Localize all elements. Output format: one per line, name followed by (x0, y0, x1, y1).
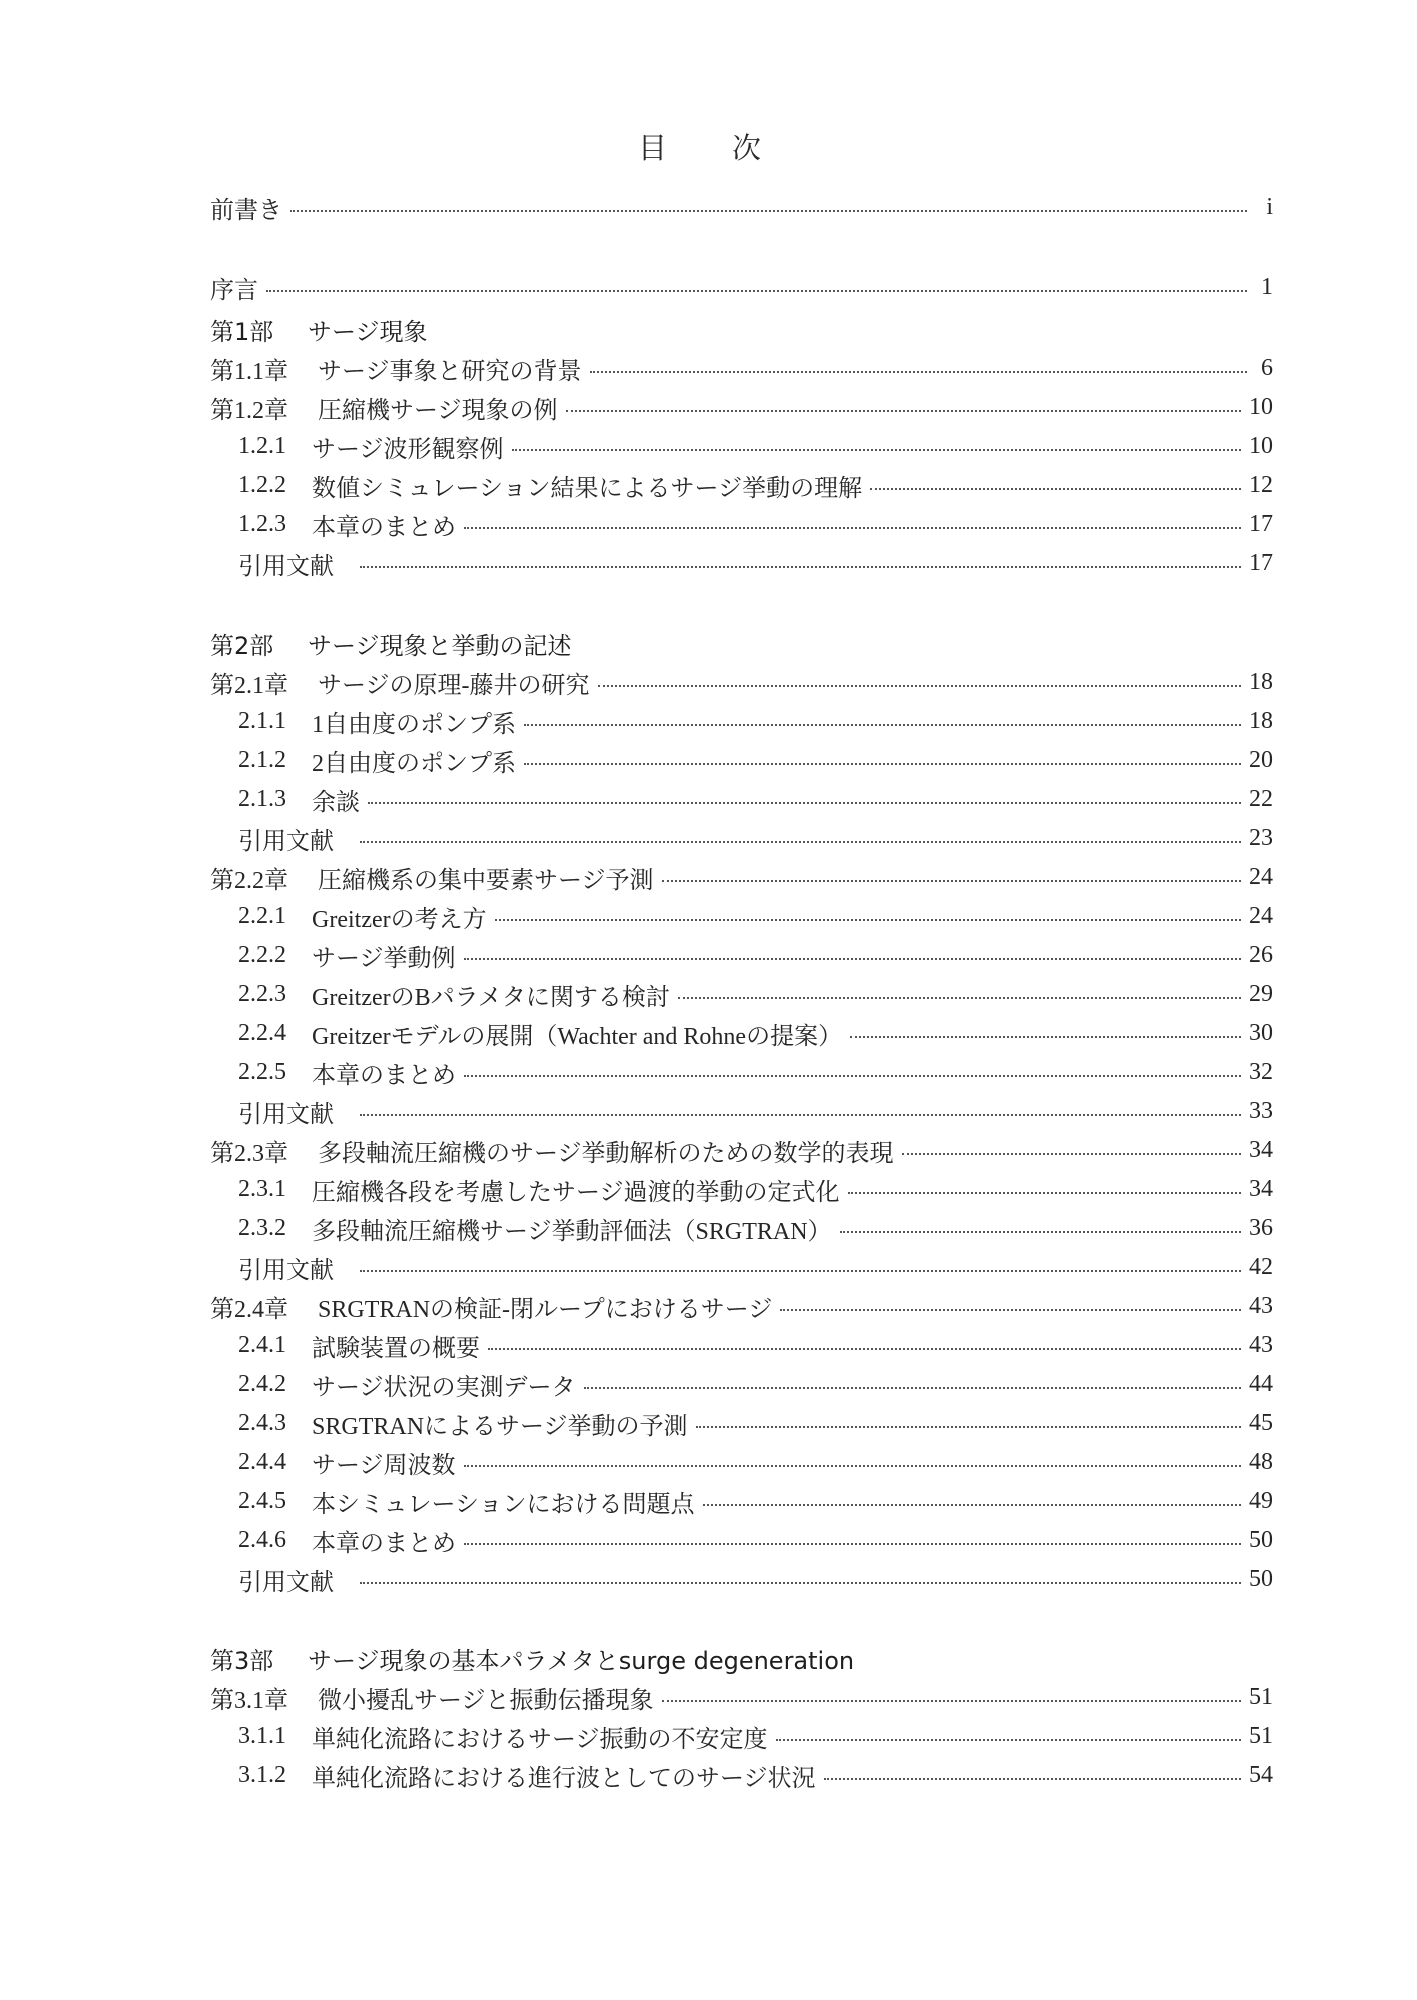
toc-page-number: 43 (1249, 1293, 1273, 1319)
toc-section-entry (210, 1443, 1273, 1482)
toc-page-number: 12 (1249, 472, 1273, 498)
toc-entry-number: 第3部 (210, 1647, 274, 1675)
toc-entry-number: 2.3.1 (238, 1176, 286, 1202)
toc-entry-title: 圧縮機系の集中要素サージ予測 (318, 868, 654, 894)
toc-page-number: 30 (1249, 1020, 1273, 1046)
toc-entry-title: サージ現象の基本パラメタとsurge degeneration (308, 1647, 855, 1675)
toc-entry-number: 第1.1章 (210, 359, 288, 385)
dot-leader (662, 1700, 1241, 1702)
toc-entry-title: サージ状況の実測データ (312, 1375, 576, 1401)
dot-leader (840, 1231, 1241, 1233)
toc-entry-title: 試験装置の概要 (312, 1336, 480, 1362)
toc-section-entry (210, 1521, 1273, 1560)
toc-entry-title: 引用文献 (238, 1102, 334, 1128)
toc-page-number: 17 (1249, 550, 1273, 576)
toc-entry-number: 2.4.1 (238, 1332, 286, 1358)
toc-entry-number: 2.2.4 (238, 1020, 286, 1046)
toc-section-entry (210, 1209, 1273, 1248)
toc-entry-number: 2.4.6 (238, 1527, 286, 1553)
toc-entry-title: サージ周波数 (312, 1453, 456, 1479)
dot-leader (464, 1543, 1241, 1545)
toc-entry-title: GreitzerのBパラメタに関する検討 (312, 985, 670, 1011)
dot-leader (495, 919, 1241, 921)
toc-part-heading (210, 624, 1273, 663)
toc-references-entry (210, 1560, 1273, 1599)
toc-entry-title: サージ現象 (308, 318, 428, 346)
toc-page-number: 51 (1249, 1723, 1273, 1749)
dot-leader (703, 1504, 1241, 1506)
toc-entry-number: 2.2.2 (238, 942, 286, 968)
toc-page-number: 44 (1249, 1371, 1273, 1397)
toc-entry-number: 2.4.4 (238, 1449, 286, 1475)
toc-entry-title: サージ挙動例 (312, 946, 456, 972)
toc-entry-title: 前書き (210, 198, 282, 224)
dot-leader (360, 566, 1241, 568)
dot-leader (598, 685, 1241, 687)
toc-part-heading (210, 1639, 1273, 1678)
dot-leader (368, 802, 1241, 804)
toc-section-entry (210, 897, 1273, 936)
toc-entry-title: 本章のまとめ (312, 1531, 456, 1557)
toc-entry-title: 単純化流路におけるサージ振動の不安定度 (312, 1727, 768, 1753)
dot-leader (290, 210, 1247, 212)
toc-chapter-entry (210, 388, 1273, 427)
toc-entry-number: 2.4.2 (238, 1371, 286, 1397)
toc-entry-title: 本章のまとめ (312, 1063, 456, 1089)
dot-leader (464, 527, 1241, 529)
dot-leader (360, 1582, 1241, 1584)
toc-entry-title: 圧縮機サージ現象の例 (318, 398, 558, 424)
dot-leader (488, 1348, 1241, 1350)
toc-page-number: 17 (1249, 511, 1273, 537)
dot-leader (512, 449, 1241, 451)
toc-entry-number: 3.1.2 (238, 1762, 286, 1788)
toc-page-number: 36 (1249, 1215, 1273, 1241)
toc-entry-title: 本章のまとめ (312, 515, 456, 541)
toc-entry-title: 引用文献 (238, 829, 334, 855)
toc-section-entry (210, 1717, 1273, 1756)
dot-leader (464, 1075, 1241, 1077)
toc-section-entry (210, 936, 1273, 975)
toc-section-entry (210, 1053, 1273, 1092)
toc-chapter-entry (210, 663, 1273, 702)
toc-entry-title: 本シミュレーションにおける問題点 (312, 1492, 695, 1518)
toc-entry-title: サージ波形観察例 (312, 437, 504, 463)
toc-page-number: 18 (1249, 708, 1273, 734)
toc-entry-number: 1.2.3 (238, 511, 286, 537)
toc-entry-number: 第1部 (210, 318, 274, 346)
toc-page-number: 32 (1249, 1059, 1273, 1085)
toc-page-number: 43 (1249, 1332, 1273, 1358)
dot-leader (360, 841, 1241, 843)
toc-entry-title: 単純化流路における進行波としてのサージ状況 (312, 1766, 816, 1792)
toc-page-number: 24 (1249, 864, 1273, 890)
toc-entry-title: 1自由度のポンプ系 (312, 712, 516, 738)
toc-page-number: 48 (1249, 1449, 1273, 1475)
toc-page-number: 50 (1249, 1527, 1273, 1553)
toc-entry-number: 1.2.1 (238, 433, 286, 459)
toc-section-entry (210, 1404, 1273, 1443)
toc-section-entry (210, 1756, 1273, 1795)
toc-references-entry (210, 1248, 1273, 1287)
toc-page-number: i (1266, 194, 1273, 220)
dot-leader (678, 997, 1241, 999)
toc-page-number: 29 (1249, 981, 1273, 1007)
toc-page-number: 20 (1249, 747, 1273, 773)
toc-section-entry (210, 1482, 1273, 1521)
toc-page-number: 6 (1261, 355, 1273, 381)
toc-entry-number: 第2部 (210, 632, 274, 660)
page-title: 目 次 (637, 131, 779, 165)
dot-leader (848, 1192, 1241, 1194)
toc-references-entry (210, 819, 1273, 858)
toc-section-entry (210, 702, 1273, 741)
dot-leader (590, 371, 1247, 373)
toc-entry-number: 1.2.2 (238, 472, 286, 498)
toc-page-number: 51 (1249, 1684, 1273, 1710)
toc-entry-title: サージ現象と挙動の記述 (308, 632, 572, 660)
toc-entry-number: 2.2.5 (238, 1059, 286, 1085)
toc-section-entry (210, 1170, 1273, 1209)
dot-leader (696, 1426, 1241, 1428)
toc-entry-number: 2.4.5 (238, 1488, 286, 1514)
toc-entry-number: 2.3.2 (238, 1215, 286, 1241)
toc-entry-title: 多段軸流圧縮機のサージ挙動解析のための数学的表現 (318, 1141, 894, 1167)
dot-leader (360, 1270, 1241, 1272)
toc-section-entry (210, 505, 1273, 544)
dot-leader (524, 724, 1241, 726)
toc-entry-title: 序言 (210, 278, 258, 304)
toc-section-entry (210, 780, 1273, 819)
toc-page-number: 26 (1249, 942, 1273, 968)
dot-leader (776, 1739, 1241, 1741)
toc-page-number: 22 (1249, 786, 1273, 812)
dot-leader (566, 410, 1241, 412)
toc-entry-number: 3.1.1 (238, 1723, 286, 1749)
toc-page-number: 54 (1249, 1762, 1273, 1788)
dot-leader (464, 1465, 1241, 1467)
toc-page-number: 33 (1249, 1098, 1273, 1124)
dot-leader (850, 1036, 1241, 1038)
dot-leader (360, 1114, 1241, 1116)
toc-entry-title: 微小擾乱サージと振動伝播現象 (318, 1688, 654, 1714)
toc-page-number: 1 (1261, 274, 1273, 300)
toc-chapter-entry (210, 1287, 1273, 1326)
toc-page-number: 18 (1249, 669, 1273, 695)
dot-leader (902, 1153, 1241, 1155)
dot-leader (524, 763, 1241, 765)
dot-leader (824, 1778, 1241, 1780)
toc-section-entry (210, 466, 1273, 505)
toc-entry-title: 引用文献 (238, 554, 334, 580)
toc-front-entry (210, 188, 1273, 227)
toc-page-number: 34 (1249, 1176, 1273, 1202)
toc-entry-title: 2自由度のポンプ系 (312, 751, 516, 777)
toc-chapter-entry (210, 1678, 1273, 1717)
toc-chapter-entry (210, 1131, 1273, 1170)
toc-entry-title: 余談 (312, 790, 360, 816)
toc-page-number: 24 (1249, 903, 1273, 929)
toc-entry-title: サージ事象と研究の背景 (318, 359, 582, 385)
toc-page-number: 49 (1249, 1488, 1273, 1514)
toc-entry-number: 2.1.2 (238, 747, 286, 773)
dot-leader (662, 880, 1241, 882)
toc-section-entry (210, 1014, 1273, 1053)
toc-entry-title: SRGTRANの検証-閉ループにおけるサージ (318, 1297, 773, 1323)
dot-leader (266, 290, 1247, 292)
toc-entry-title: 引用文献 (238, 1258, 334, 1284)
dot-leader (780, 1309, 1241, 1311)
dot-leader (464, 958, 1241, 960)
toc-entry-number: 第2.4章 (210, 1297, 288, 1323)
toc-entry-title: 多段軸流圧縮機サージ挙動評価法（SRGTRAN） (312, 1219, 832, 1245)
toc-entry-title: SRGTRANによるサージ挙動の予測 (312, 1414, 688, 1440)
toc-entry-title: 数値シミュレーション結果によるサージ挙動の理解 (312, 476, 863, 502)
toc-entry-title: サージの原理-藤井の研究 (318, 673, 590, 699)
toc-part-heading (210, 310, 1273, 349)
toc-section-entry (210, 741, 1273, 780)
toc-page-number: 42 (1249, 1254, 1273, 1280)
toc-chapter-entry (210, 858, 1273, 897)
toc-entry-title: 引用文献 (238, 1570, 334, 1596)
toc-entry-number: 第2.1章 (210, 673, 288, 699)
toc-page-number: 34 (1249, 1137, 1273, 1163)
toc-page-number: 10 (1249, 433, 1273, 459)
toc-entry-number: 第3.1章 (210, 1688, 288, 1714)
dot-leader (870, 488, 1241, 490)
toc-section-entry (210, 1365, 1273, 1404)
toc-entry-number: 2.2.3 (238, 981, 286, 1007)
toc-entry-number: 2.2.1 (238, 903, 286, 929)
toc-section-entry (210, 1326, 1273, 1365)
toc-entry-title: 圧縮機各段を考慮したサージ過渡的挙動の定式化 (312, 1180, 840, 1206)
toc-chapter-entry (210, 349, 1273, 388)
toc-entry-number: 2.4.3 (238, 1410, 286, 1436)
toc-entry-number: 第2.2章 (210, 868, 288, 894)
toc-section-entry (210, 975, 1273, 1014)
toc-page-number: 50 (1249, 1566, 1273, 1592)
toc-entry-title: Greitzerの考え方 (312, 907, 487, 933)
toc-references-entry (210, 544, 1273, 583)
toc-front-entry (210, 268, 1273, 307)
toc-references-entry (210, 1092, 1273, 1131)
toc-entry-number: 2.1.3 (238, 786, 286, 812)
toc-page-number: 45 (1249, 1410, 1273, 1436)
toc-entry-number: 2.1.1 (238, 708, 286, 734)
dot-leader (584, 1387, 1241, 1389)
toc-entry-title: Greitzerモデルの展開（Wachter and Rohneの提案） (312, 1024, 843, 1050)
toc-page-number: 10 (1249, 394, 1273, 420)
toc-entry-number: 第1.2章 (210, 398, 288, 424)
toc-entry-number: 第2.3章 (210, 1141, 288, 1167)
toc-section-entry (210, 427, 1273, 466)
toc-page-number: 23 (1249, 825, 1273, 851)
